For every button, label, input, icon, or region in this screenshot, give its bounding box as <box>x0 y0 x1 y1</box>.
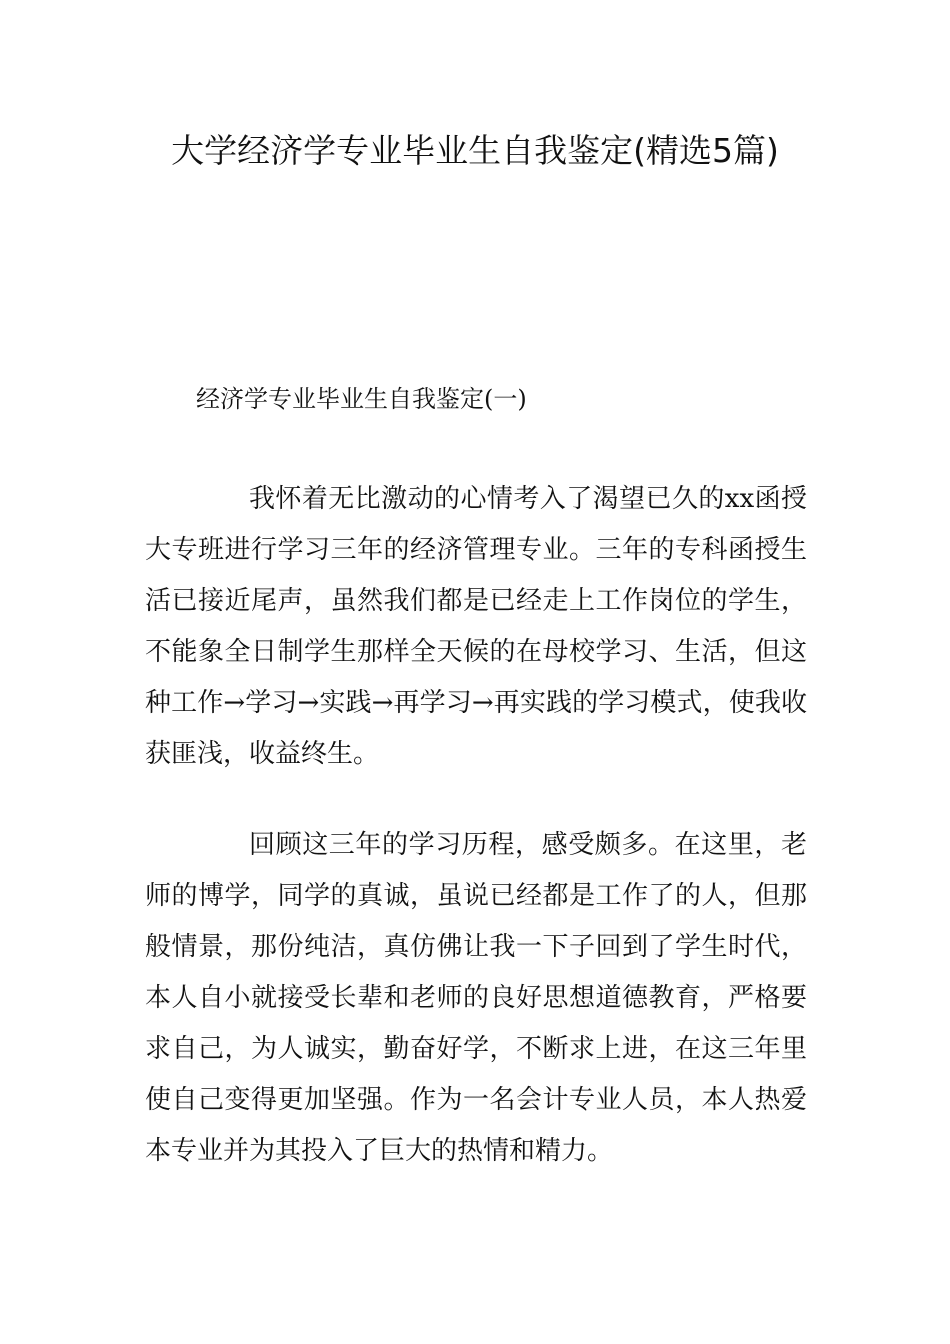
body-paragraph: 我怀着无比激动的心情考入了渴望已久的xx函授大专班进行学习三年的经济管理专业。三年的专科函授生活已接近尾声，虽然我们都是已经走上工作岗位的学生，不能象全日制学生那样全天候的在母校学习、生活，但这种工作→学习→实践→再学习→再实践的学习模式，使我收获匪浅，收益终生。 <box>145 484 807 769</box>
section-heading: 经济学专业毕业生自我鉴定(一) <box>196 385 527 413</box>
body-paragraph: 回顾这三年的学习历程，感受颇多。在这里，老师的博学，同学的真诚，虽说已经都是工作了的人，但那般情景，那份纯洁，真仿佛让我一下子回到了学生时代，本人自小就接受长辈和老师的良好思想道德教育，严格要求自己，为人诚实，勤奋好学，不断求上进，在这三年里使自己变得更加坚强。作为一名会计专业人员，本人热爱本专业并为其投入了巨大的热情和精力。 <box>145 830 807 1166</box>
document-title: 大学经济学专业毕业生自我鉴定(精选5篇) <box>171 131 779 170</box>
